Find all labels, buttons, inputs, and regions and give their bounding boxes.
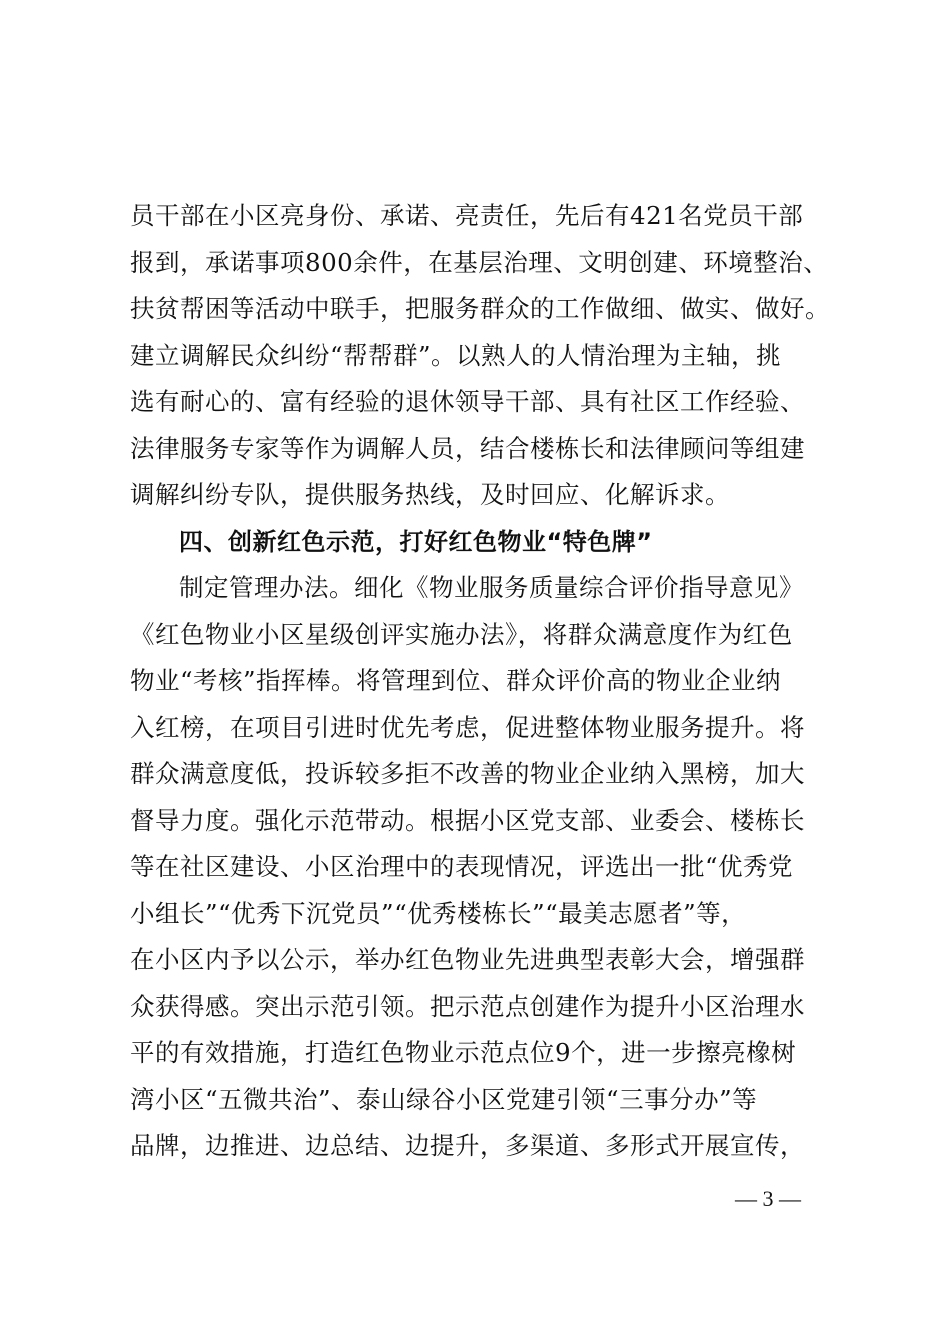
paragraph-line: 员干部在小区亮身份、承诺、亮责任，先后有421名党员干部 <box>130 201 804 230</box>
paragraph-line: 督导力度。强化示范带动。根据小区党支部、业委会、楼栋长 <box>130 805 805 835</box>
paragraph-line: 调解纠纷专队，提供服务热线，及时回应、化解诉求。 <box>130 480 730 509</box>
paragraph-line: 湾小区“五微共治”、泰山绿谷小区党建引领“三事分办”等 <box>130 1084 758 1114</box>
paragraph-line: 法律服务专家等作为调解人员，结合楼栋长和法律顾问等组建 <box>130 433 805 463</box>
paragraph-line: 平的有效措施，打造红色物业示范点位9个，进一步擦亮橡树 <box>130 1038 797 1067</box>
section-heading: 四、创新红色示范，打好红色物业“特色牌” <box>179 527 653 556</box>
paragraph-line: 制定管理办法。细化《物业服务质量综合评价指导意见》 <box>179 573 804 602</box>
paragraph-line: 《红色物业小区星级创评实施办法》，将群众满意度作为红色 <box>130 619 793 649</box>
paragraph-line: 报到，承诺事项800余件，在基层治理、文明创建、环境整治、 <box>130 247 829 277</box>
body-text <box>130 193 835 1170</box>
paragraph-line: 入红榜，在项目引进时优先考虑，促进整体物业服务提升。将 <box>130 712 805 742</box>
paragraph-line: 小组长”“优秀下沉党员”“优秀楼栋长”“最美志愿者”等， <box>130 898 747 928</box>
paragraph-line: 群众满意度低，投诉较多拒不改善的物业企业纳入黑榜，加大 <box>130 759 805 788</box>
paragraph-line: 在小区内予以公示，举办红色物业先进典型表彰大会，增强群 <box>130 945 805 974</box>
paragraph-line: 扶贫帮困等活动中联手，把服务群众的工作做细、做实、做好。 <box>130 294 830 323</box>
paragraph-line: 物业“考核”指挥棒。将管理到位、群众评价高的物业企业纳 <box>130 666 782 695</box>
paragraph-line: 众获得感。突出示范引领。把示范点创建作为提升小区治理水 <box>130 991 805 1021</box>
paragraph-line: 品牌，边推进、边总结、边提升，多渠道、多形式开展宣传， <box>130 1131 805 1160</box>
paragraph-line: 选有耐心的、富有经验的退休领导干部、具有社区工作经验、 <box>130 387 805 416</box>
paragraph-line: 建立调解民众纠纷“帮帮群”。以熟人的人情治理为主轴，挑 <box>130 340 782 370</box>
paragraph-line: 等在社区建设、小区治理中的表现情况，评选出一批“优秀党 <box>130 852 794 881</box>
page-number: — 3 — <box>735 1186 801 1211</box>
